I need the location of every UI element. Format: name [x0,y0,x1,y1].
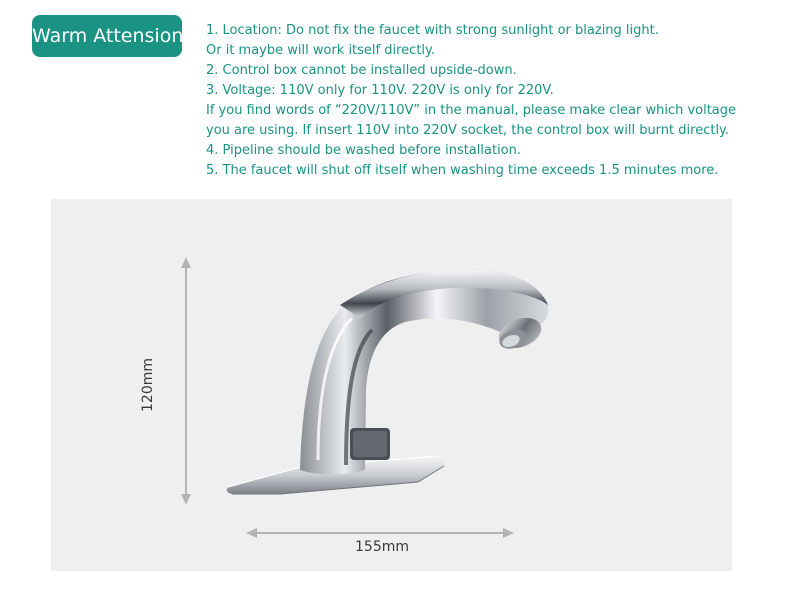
note-line: If you find words of “220V/110V” in the manual, please make clear which voltage [206,103,737,118]
height-dimension-label: 120mm [140,358,156,412]
faucet-body [300,270,548,475]
note-line: Or it maybe will work itself directly. [206,43,435,58]
note-line: 2. Control box cannot be installed upside-down. [206,63,517,78]
note-line: 1. Location: Do not fix the faucet with strong sunlight or blazing light. [206,23,659,38]
note-line: you are using. If insert 110V into 220V socket, the control box will burnt directly. [206,123,730,138]
height-dimension-line [181,257,191,505]
width-dimension-label: 155mm [355,539,409,555]
warm-attension-badge: Warm Attension [32,15,182,57]
note-line: 3. Voltage: 110V only for 110V. 220V is only for 220V. [206,83,554,98]
note-line: 4. Pipeline should be washed before installation. [206,143,522,158]
width-dimension-line [246,528,514,538]
note-line: 5. The faucet will shut off itself when washing time exceeds 1.5 minutes more. [206,163,719,178]
